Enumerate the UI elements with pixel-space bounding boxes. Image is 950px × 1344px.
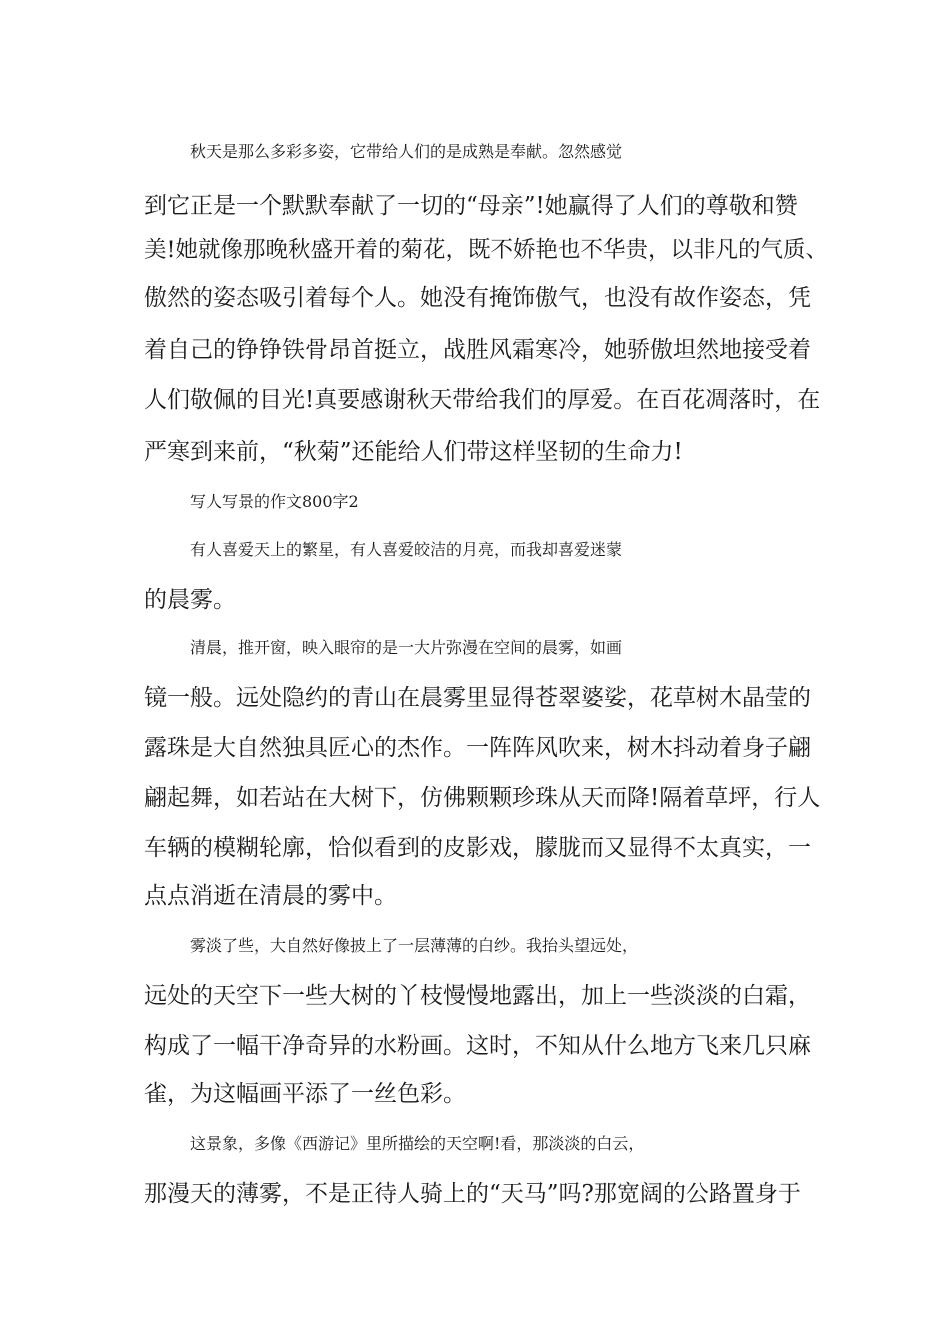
essay-subheading: 写人写景的作文800字2: [190, 492, 359, 511]
paragraph-3-line-1: 清晨，推开窗，映入眼帘的是一大片弥漫在空间的晨雾，如画: [190, 638, 623, 657]
paragraph-3-line-5: 车辆的模糊轮廓，恰似看到的皮影戏，朦胧而又显得不太真实，一: [144, 835, 811, 861]
paragraph-1-line-6: 人们敬佩的目光!真要感谢秋天带给我们的厚爱。在百花凋落时，在: [144, 387, 821, 413]
paragraph-4-line-2: 远处的天空下一些大树的丫枝慢慢地露出，加上一些淡淡的白霜，: [144, 983, 811, 1009]
paragraph-2-line-2: 的晨雾。: [144, 587, 236, 613]
paragraph-4-line-4: 雀，为这幅画平添了一丝色彩。: [144, 1081, 466, 1107]
paragraph-1-line-1: 秋天是那么多彩多姿，它带给人们的是成熟是奉献。忽然感觉: [190, 142, 623, 161]
paragraph-3-line-4: 翩起舞，如若站在大树下，仿佛颗颗珍珠从天而降!隔着草坪，行人: [144, 785, 821, 811]
paragraph-3-line-2: 镜一般。远处隐约的青山在晨雾里显得苍翠婆娑，花草树木晶莹的: [144, 685, 811, 711]
paragraph-3-line-6: 点点消逝在清晨的雾中。: [144, 883, 397, 909]
paragraph-2-line-1: 有人喜爱天上的繁星，有人喜爱皎洁的月亮，而我却喜爱迷蒙: [190, 540, 623, 559]
paragraph-4-line-1: 雾淡了些，大自然好像披上了一层薄薄的白纱。我抬头望远处，: [190, 936, 639, 955]
paragraph-1-line-5: 着自己的铮铮铁骨昂首挺立，战胜风霜寒冷，她骄傲坦然地接受着: [144, 337, 811, 363]
paragraph-1-line-3: 美!她就像那晚秋盛开着的菊花，既不娇艳也不华贵，以非凡的气质、: [144, 237, 829, 263]
paragraph-1-line-2: 到它正是一个默默奉献了一切的“母亲”!她赢得了人们的尊敬和赞: [144, 193, 798, 219]
paragraph-5-line-2: 那漫天的薄雾，不是正待人骑上的“天马”吗?那宽阔的公路置身于: [144, 1181, 801, 1207]
paragraph-4-line-3: 构成了一幅干净奇异的水粉画。这时，不知从什么地方飞来几只麻: [144, 1033, 811, 1059]
paragraph-1-line-4: 傲然的姿态吸引着每个人。她没有掩饰傲气，也没有故作姿态，凭: [144, 285, 811, 311]
paragraph-5-line-1: 这景象，多像《西游记》里所描绘的天空啊!看，那淡淡的白云，: [190, 1134, 645, 1153]
paragraph-3-line-3: 露珠是大自然独具匠心的杰作。一阵阵风吹来，树木抖动着身子翩: [144, 735, 811, 761]
paragraph-1-line-7: 严寒到来前，“秋菊”还能给人们带这样坚韧的生命力!: [144, 439, 683, 465]
